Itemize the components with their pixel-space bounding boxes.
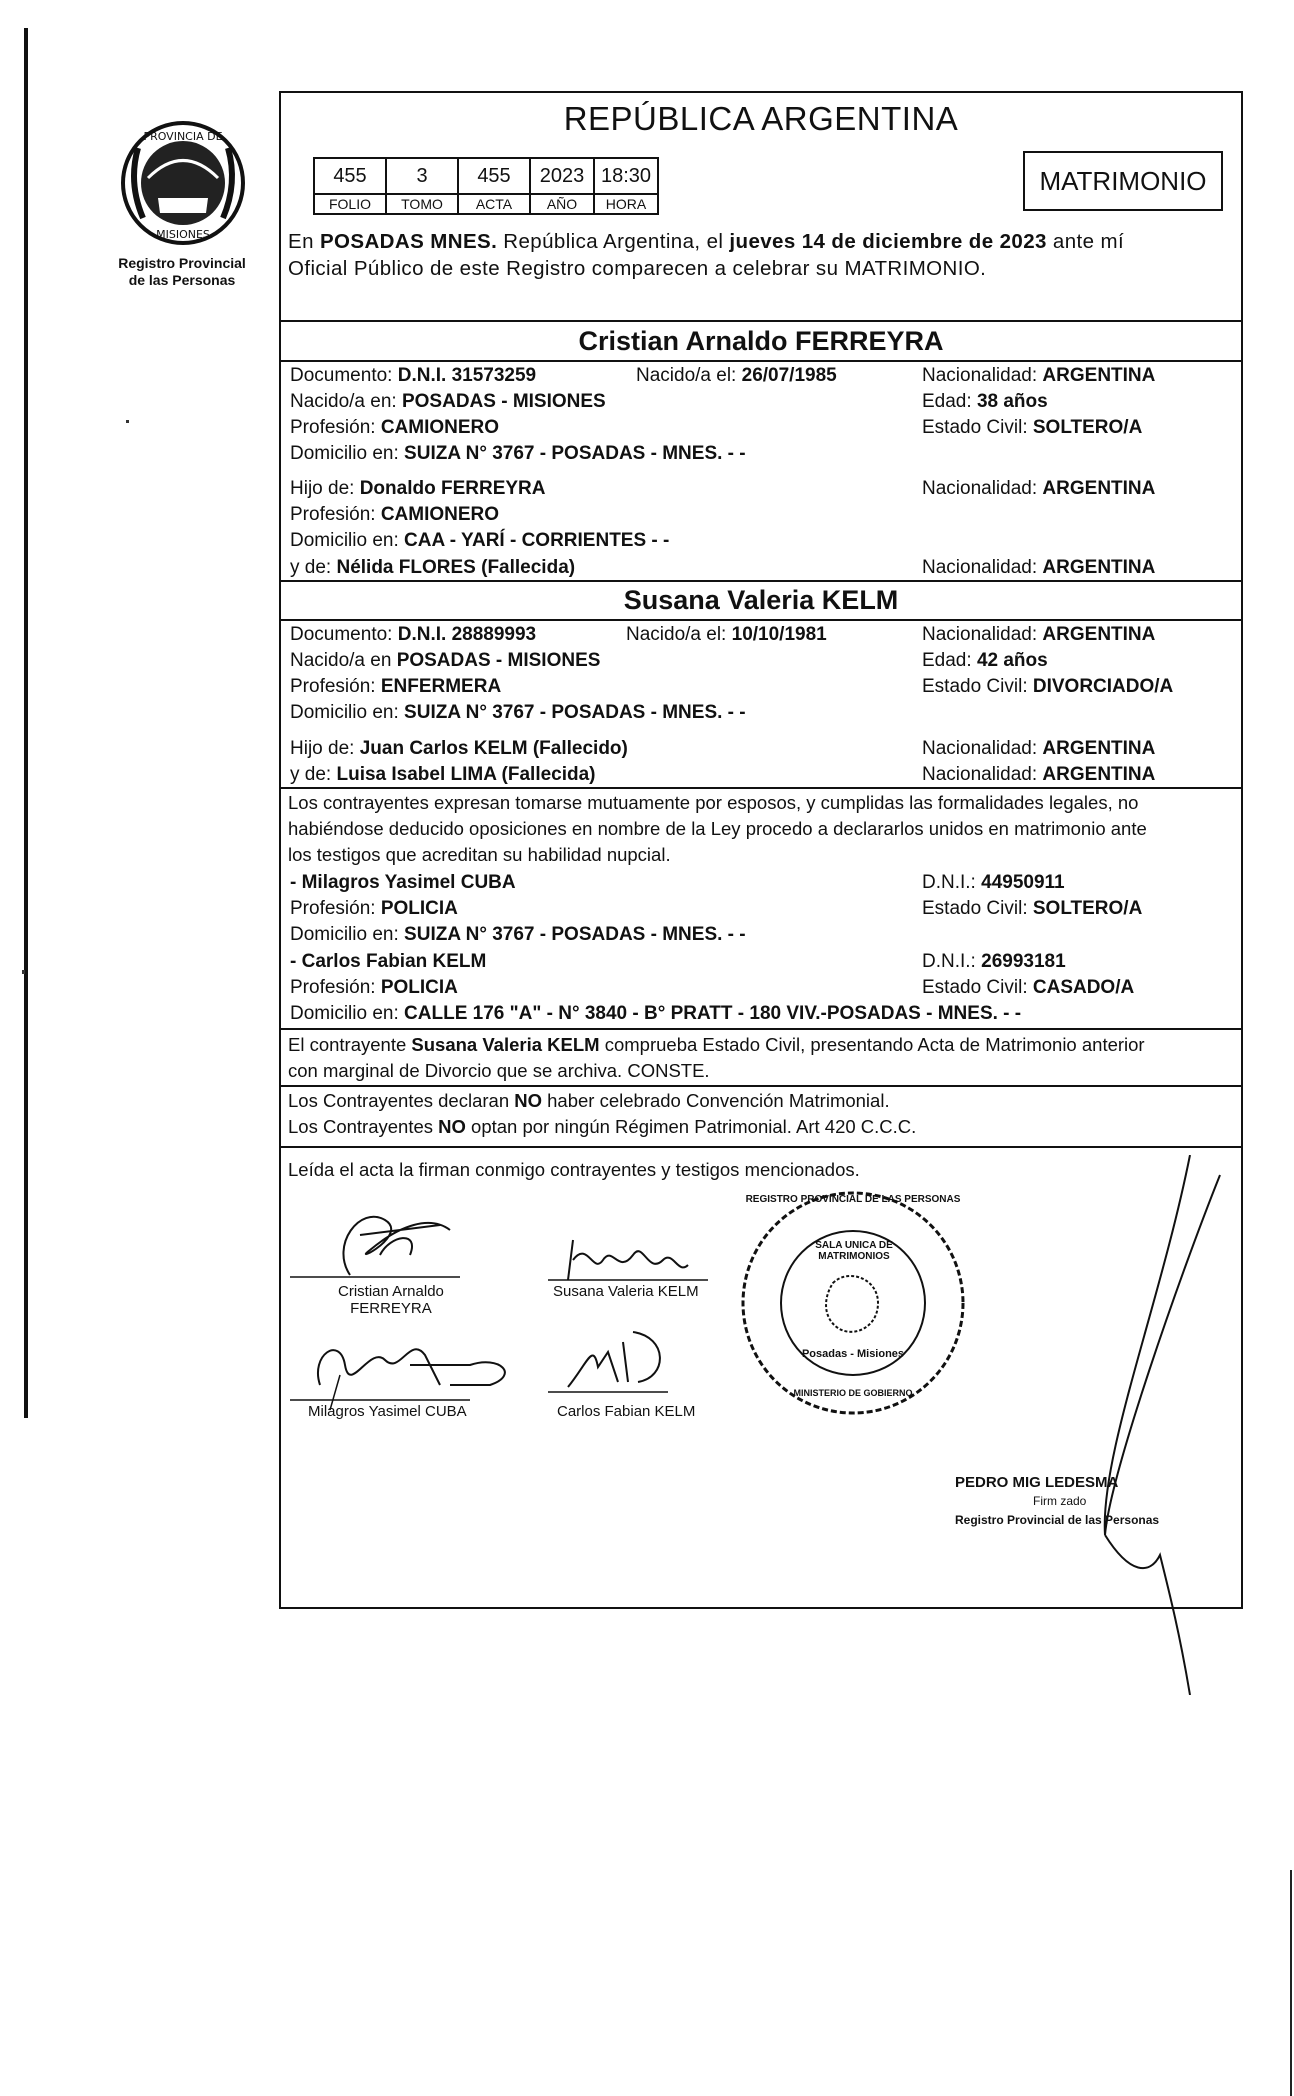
stamp-inner-text: SALA UNICA DE MATRIMONIOS bbox=[815, 1240, 893, 1262]
signature-label-carlos: Carlos Fabian KELM bbox=[557, 1403, 696, 1420]
spouse2-mother-nationality: Nacionalidad: ARGENTINA bbox=[922, 764, 1156, 785]
spouse1-age: Edad: 38 años bbox=[922, 391, 1048, 412]
intro-date: jueves 14 de diciembre de 2023 bbox=[729, 230, 1047, 253]
divider bbox=[279, 320, 1243, 322]
edge-mark bbox=[1290, 1870, 1292, 2096]
left-margin-bar bbox=[24, 28, 28, 1418]
divider bbox=[279, 1146, 1243, 1148]
declaration-line3: los testigos que acreditan su habilidad nupcial. bbox=[288, 844, 671, 865]
witness2-civil-status: Estado Civil: CASADO/A bbox=[922, 977, 1135, 998]
witness1-address: Domicilio en: SUIZA N° 3767 - POSADAS - MNES. - - bbox=[290, 924, 746, 945]
seal-bottom-text: MISIONES bbox=[156, 228, 210, 241]
logo-caption-line1: Registro Provincial bbox=[118, 255, 246, 271]
speck bbox=[22, 970, 25, 974]
divider bbox=[279, 1028, 1243, 1030]
official-stamp bbox=[955, 1473, 1205, 1530]
spouse2-birthplace: Nacido/a en POSADAS - MISIONES bbox=[290, 650, 601, 671]
folio-value: 455 bbox=[314, 158, 386, 194]
intro-place: POSADAS MNES. bbox=[319, 230, 498, 253]
civil-status-note: El contrayente Susana Valeria KELM comprueba Estado Civil, presentando Acta de Matrimonio anterior con marginal de Divorcio que se archiva. CONSTE. bbox=[288, 1032, 1238, 1084]
witness1-dni: D.N.I.: 44950911 bbox=[922, 872, 1065, 893]
spouse1-address: Domicilio en: SUIZA N° 3767 - POSADAS - MNES. - - bbox=[290, 443, 746, 464]
tomo-label: TOMO bbox=[386, 194, 458, 214]
spouse1-mother: y de: Nélida FLORES (Fallecida) bbox=[290, 557, 576, 578]
signature-label-susana: Susana Valeria KELM bbox=[553, 1283, 699, 1300]
official-title: Firm zado bbox=[1033, 1494, 1087, 1508]
intro-line2: Oficial Público de este Registro comparecen a celebrar su MATRIMONIO. bbox=[288, 257, 987, 280]
tomo-value: 3 bbox=[386, 158, 458, 194]
divider bbox=[279, 619, 1243, 621]
spouse1-father-nationality: Nacionalidad: ARGENTINA bbox=[922, 478, 1156, 499]
regime-paragraph: Los Contrayentes declaran NO haber celebrado Convención Matrimonial. Los Contrayentes NO optan por ningún Régimen Patrimonial. Art 420 C.C.C. bbox=[288, 1090, 917, 1137]
acta-label: ACTA bbox=[458, 194, 530, 214]
witness1-name: - Milagros Yasimel CUBA bbox=[290, 872, 516, 893]
spouse1-father: Hijo de: Donaldo FERREYRA bbox=[290, 478, 546, 499]
intro-paragraph: En POSADAS MNES. República Argentina, el jueves 14 de diciembre de 2023 ante mí Oficial Público de este Registro comparecen a celebrar su MATRIMONIO. bbox=[288, 228, 1238, 282]
declaration-paragraph bbox=[288, 790, 1238, 868]
official-name: PEDRO MIG LEDESMA bbox=[955, 1474, 1119, 1491]
spouse2-nationality: Nacionalidad: ARGENTINA bbox=[922, 624, 1156, 645]
spouse1-name: Cristian Arnaldo FERREYRA bbox=[578, 326, 944, 356]
signature-cristian bbox=[290, 1195, 490, 1285]
closing-line: Leída el acta la firman conmigo contrayentes y testigos mencionados. bbox=[288, 1159, 860, 1180]
spouse1-nationality: Nacionalidad: ARGENTINA bbox=[922, 365, 1156, 386]
divider bbox=[279, 787, 1243, 789]
divider bbox=[279, 580, 1243, 582]
signature-label-cristian: Cristian Arnaldo FERREYRA bbox=[338, 1283, 444, 1317]
witness2-name: - Carlos Fabian KELM bbox=[290, 951, 487, 972]
hora-label: HORA bbox=[594, 194, 658, 214]
signature-label-milagros: Milagros Yasimel CUBA bbox=[308, 1403, 467, 1420]
registry-table bbox=[313, 157, 659, 215]
note-name: Susana Valeria KELM bbox=[411, 1034, 600, 1055]
spouse1-birthplace: Nacido/a en: POSADAS - MISIONES bbox=[290, 391, 606, 412]
stamp-bottom-text: Posadas - Misiones bbox=[801, 1348, 905, 1360]
ano-label: AÑO bbox=[530, 194, 594, 214]
folio-label: FOLIO bbox=[314, 194, 386, 214]
spouse2-civil-status: Estado Civil: DIVORCIADO/A bbox=[922, 676, 1174, 697]
official-signature bbox=[1040, 1155, 1230, 1695]
document-title: REPÚBLICA ARGENTINA bbox=[563, 100, 959, 137]
spouse2-mother: y de: Luisa Isabel LIMA (Fallecida) bbox=[290, 764, 596, 785]
spouse1-birthdate: Nacido/a el: 26/07/1985 bbox=[636, 365, 837, 386]
ano-value: 2023 bbox=[530, 158, 594, 194]
divider bbox=[279, 1085, 1243, 1087]
logo-caption bbox=[96, 255, 268, 289]
signature-carlos bbox=[548, 1322, 678, 1402]
acta-value: 455 bbox=[458, 158, 530, 194]
spouse2-father: Hijo de: Juan Carlos KELM (Fallecido) bbox=[290, 738, 628, 759]
witness2-address: Domicilio en: CALLE 176 "A" - N° 3840 - B° PRATT - 180 VIV.-POSADAS - MNES. - - bbox=[290, 1003, 1022, 1024]
act-type-box: MATRIMONIO bbox=[1023, 151, 1223, 211]
spouse1-father-address: Domicilio en: CAA - YARÍ - CORRIENTES - - bbox=[290, 530, 670, 551]
witness1-profession: Profesión: POLICIA bbox=[290, 898, 458, 919]
hora-value: 18:30 bbox=[594, 158, 658, 194]
spouse1-mother-nationality: Nacionalidad: ARGENTINA bbox=[922, 557, 1156, 578]
declaration-line2: habiéndose deducido oposiciones en nombre de la Ley procedo a declararlos unidos en matrimonio ante bbox=[288, 818, 1147, 839]
note-line2: con marginal de Divorcio que se archiva. CONSTE. bbox=[288, 1060, 710, 1081]
spouse2-name: Susana Valeria KELM bbox=[623, 585, 899, 615]
spouse2-age: Edad: 42 años bbox=[922, 650, 1048, 671]
seal-top-text: PROVINCIA DE bbox=[143, 130, 223, 143]
spouse2-birthdate: Nacido/a el: 10/10/1981 bbox=[626, 624, 827, 645]
provincial-seal-logo bbox=[118, 118, 248, 248]
spouse2-document: Documento: D.N.I. 28889993 bbox=[290, 624, 537, 645]
spouse2-address: Domicilio en: SUIZA N° 3767 - POSADAS - MNES. - - bbox=[290, 702, 746, 723]
declaration-line1: Los contrayentes expresan tomarse mutuamente por esposos, y cumplidas las formalidades legales, no bbox=[288, 792, 1139, 813]
spouse2-profession: Profesión: ENFERMERA bbox=[290, 676, 502, 697]
stamp-ring-text: REGISTRO PROVINCIAL DE LAS PERSONAS bbox=[745, 1194, 961, 1205]
spouse1-document: Documento: D.N.I. 31573259 bbox=[290, 365, 537, 386]
speck bbox=[126, 420, 129, 423]
registry-stamp bbox=[738, 1188, 968, 1418]
witness2-profession: Profesión: POLICIA bbox=[290, 977, 458, 998]
spouse1-civil-status: Estado Civil: SOLTERO/A bbox=[922, 417, 1143, 438]
spouse1-father-profession: Profesión: CAMIONERO bbox=[290, 504, 500, 525]
witness1-civil-status: Estado Civil: SOLTERO/A bbox=[922, 898, 1143, 919]
official-registry: Registro Provincial de las Personas bbox=[955, 1513, 1160, 1527]
divider bbox=[279, 360, 1243, 362]
spouse1-profession: Profesión: CAMIONERO bbox=[290, 417, 500, 438]
logo-caption-line2: de las Personas bbox=[128, 272, 236, 288]
witness2-dni: D.N.I.: 26993181 bbox=[922, 951, 1066, 972]
signature-susana bbox=[548, 1220, 718, 1290]
spouse2-father-nationality: Nacionalidad: ARGENTINA bbox=[922, 738, 1156, 759]
stamp-ministry-text: MINISTERIO DE GOBIERNO bbox=[793, 1388, 913, 1398]
